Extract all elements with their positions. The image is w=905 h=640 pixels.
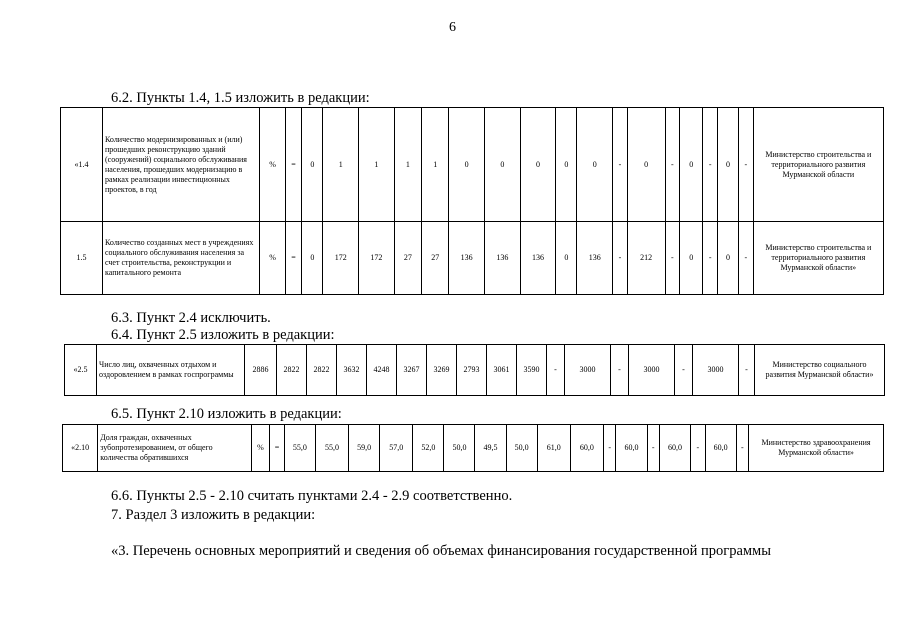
value-cell: 52,0 <box>413 425 444 472</box>
value-cell: - <box>675 345 693 396</box>
value-cell: 57,0 <box>380 425 413 472</box>
value-cell: 3061 <box>487 345 517 396</box>
item-number: 1.5 <box>61 222 103 295</box>
value-cell: 3000 <box>629 345 675 396</box>
unit-cell: % <box>251 425 270 472</box>
section-6-6-text: 6.6. Пункты 2.5 - 2.10 считать пунктами 2.4 - 2.9 соответственно. <box>111 488 513 504</box>
value-cell: 0 <box>556 108 577 222</box>
section-6-4-heading: 6.4. Пункт 2.5 изложить в редакции: <box>111 327 335 343</box>
value-cell: 1 <box>422 108 449 222</box>
value-cell: 0 <box>680 222 703 295</box>
value-cell: 1 <box>323 108 359 222</box>
value-cell: - <box>691 425 706 472</box>
value-cell: 59,0 <box>349 425 380 472</box>
value-cell: 136 <box>520 222 556 295</box>
section-6-3-text: 6.3. Пункт 2.4 исключить. <box>111 310 271 326</box>
section-3-title: «3. Перечень основных мероприятий и сведения об объемах финансирования государственной программы <box>111 543 771 559</box>
value-cell: 0 <box>520 108 556 222</box>
value-cell: 1 <box>394 108 421 222</box>
value-cell: 212 <box>627 222 665 295</box>
value-cell: - <box>736 425 748 472</box>
value-cell: 60,0 <box>659 425 690 472</box>
section-6-2-heading: 6.2. Пункты 1.4, 1.5 изложить в редакции: <box>111 90 370 106</box>
value-cell: 136 <box>485 222 521 295</box>
value-cell: - <box>738 222 753 295</box>
value-cell: 2793 <box>457 345 487 396</box>
sign-cell: = <box>270 425 285 472</box>
item-number: «2.10 <box>63 425 98 472</box>
value-cell: 55,0 <box>284 425 315 472</box>
value-cell: - <box>665 108 680 222</box>
value-cell: 4248 <box>367 345 397 396</box>
value-cell: 0 <box>680 108 703 222</box>
item-number: «2.5 <box>65 345 97 396</box>
value-cell: - <box>703 108 718 222</box>
value-cell: 61,0 <box>537 425 570 472</box>
value-cell: 0 <box>627 108 665 222</box>
item-number: «1.4 <box>61 108 103 222</box>
value-cell: 2822 <box>307 345 337 396</box>
value-cell: 3000 <box>565 345 611 396</box>
value-cell: 0 <box>556 222 577 295</box>
value-cell: - <box>703 222 718 295</box>
value-cell: - <box>547 345 565 396</box>
value-cell: 2886 <box>245 345 277 396</box>
value-cell: 55,0 <box>315 425 348 472</box>
value-cell: 136 <box>449 222 485 295</box>
value-cell: - <box>739 345 755 396</box>
unit-cell: % <box>260 222 285 295</box>
table-row <box>63 425 884 472</box>
value-cell: 0 <box>577 108 613 222</box>
indicator-description: Количество созданных мест в учреждениях социального обслуживания населения за счет строительства, реконструкции и капитального ремонта <box>102 222 259 295</box>
table-items-1-4-1-5 <box>60 107 884 295</box>
table-item-2-10 <box>62 424 884 472</box>
table-item-2-5 <box>64 344 885 396</box>
value-cell: 172 <box>323 222 359 295</box>
indicator-description: Доля граждан, охваченных зубопротезированием, от общего количества обратившихся <box>98 425 251 472</box>
value-cell: 50,0 <box>506 425 537 472</box>
value-cell: 60,0 <box>705 425 736 472</box>
sign-cell: = <box>285 108 302 222</box>
value-cell: - <box>738 108 753 222</box>
value-cell: 0 <box>718 108 739 222</box>
value-cell: 0 <box>485 108 521 222</box>
value-cell: - <box>603 425 615 472</box>
responsible-organization: Министерство социального развития Мурманской области» <box>755 345 885 396</box>
indicator-description: Количество модернизированных и (или) прошедших реконструкцию зданий (сооружений) социального обслуживания населения, прошедших модернизацию в рамках реализации инвестиционных проектов, в год <box>102 108 259 222</box>
value-cell: 3267 <box>397 345 427 396</box>
table-row <box>65 345 885 396</box>
value-cell: 50,0 <box>444 425 475 472</box>
value-cell: 3632 <box>337 345 367 396</box>
value-cell: 49,5 <box>475 425 506 472</box>
table-row <box>61 108 884 222</box>
section-6-5-heading: 6.5. Пункт 2.10 изложить в редакции: <box>111 406 342 422</box>
value-cell: 60,0 <box>570 425 603 472</box>
value-cell: 60,0 <box>616 425 647 472</box>
value-cell: - <box>613 222 628 295</box>
value-cell: 3269 <box>427 345 457 396</box>
value-cell: 0 <box>302 222 323 295</box>
indicator-description: Число лиц, охваченных отдыхом и оздоровлением в рамках госпрограммы <box>97 345 245 396</box>
responsible-organization: Министерство здравоохранения Мурманской области» <box>749 425 884 472</box>
value-cell: - <box>611 345 629 396</box>
value-cell: 136 <box>577 222 613 295</box>
value-cell: 3000 <box>693 345 739 396</box>
value-cell: - <box>647 425 659 472</box>
value-cell: 0 <box>449 108 485 222</box>
responsible-organization: Министерство строительства и территориального развития Мурманской области <box>753 108 883 222</box>
section-7-heading: 7. Раздел 3 изложить в редакции: <box>111 507 316 523</box>
value-cell: 3590 <box>517 345 547 396</box>
value-cell: 2822 <box>277 345 307 396</box>
value-cell: 27 <box>422 222 449 295</box>
value-cell: - <box>613 108 628 222</box>
page-number: 6 <box>449 20 456 35</box>
table-row <box>61 222 884 295</box>
value-cell: 0 <box>718 222 739 295</box>
value-cell: 27 <box>394 222 421 295</box>
value-cell: 0 <box>302 108 323 222</box>
value-cell: 172 <box>359 222 395 295</box>
value-cell: 1 <box>359 108 395 222</box>
sign-cell: = <box>285 222 302 295</box>
value-cell: - <box>665 222 680 295</box>
unit-cell: % <box>260 108 285 222</box>
responsible-organization: Министерство строительства и территориального развития Мурманской области» <box>753 222 883 295</box>
